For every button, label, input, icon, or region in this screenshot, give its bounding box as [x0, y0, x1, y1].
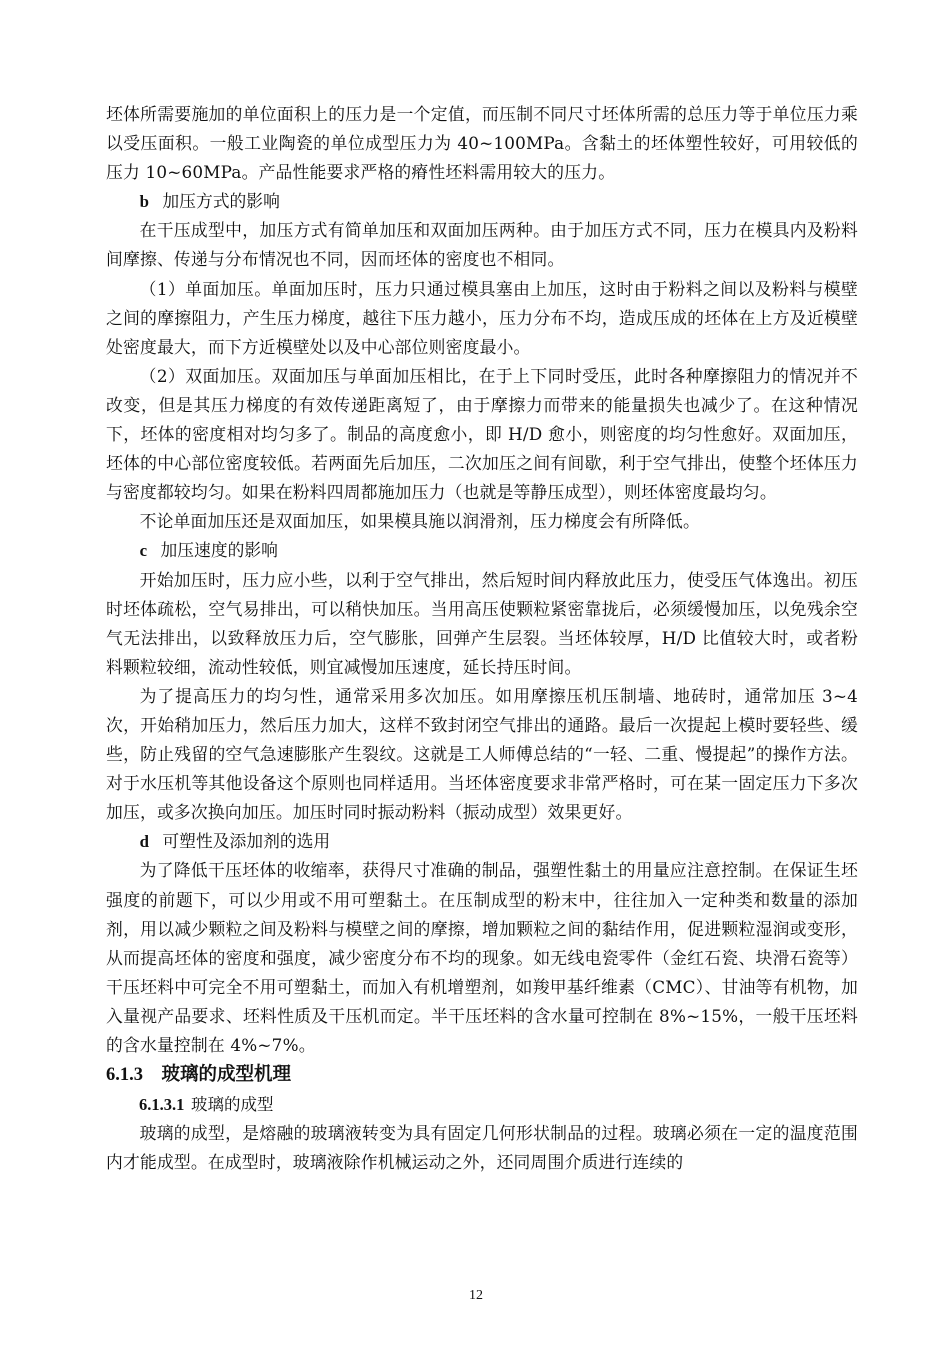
- subheading-c-marker: c: [139, 541, 148, 561]
- paragraph-lubricant: 不论单面加压还是双面加压，如果模具施以润滑剂，压力梯度会有所降低。: [139, 511, 700, 532]
- subheading-d-title: 可塑性及添加剂的选用: [162, 831, 331, 852]
- document-page: [106, 100, 858, 1177]
- paragraph-pressing-modes: 在干压成型中，加压方式有简单加压和双面加压两种。由于加压方式不同，压力在模具内及粉料间摩擦、传递与分布情况也不同，因而坯体的密度也不相同。: [106, 220, 858, 270]
- subheading-d-marker: d: [139, 832, 149, 852]
- paragraph-double-side-pressing: （2）双面加压。双面加压与单面加压相比，在于上下同时受压，此时各种摩擦阻力的情况并不改变，但是其压力梯度的有效传递距离短了，由于摩擦力而带来的能量损失也减少了。在这种情况下，坯体的密度相对均匀多了。制品的高度愈小，即 H/D 愈小，则密度的均匀性愈好。双面加压，坯体的中心部位密度较低。若两面先后加压，二次加压之间有间歇，利于空气排出，使整个坯体压力与密度都较均匀。如果在粉料四周都施加压力（也就是等静压成型），则坯体密度最均匀。: [106, 365, 858, 503]
- subheading-b: [106, 187, 858, 216]
- subheading-c: [106, 536, 858, 565]
- paragraph-pressing-speed: 开始加压时，压力应小些，以利于空气排出，然后短时间内释放此压力，使受压气体逸出。初压时坯体疏松，空气易排出，可以稍快加压。当用高压使颗粒紧密靠拢后，必须缓慢加压，以免残余空气无法排出，以致释放压力后，空气膨胀，回弹产生层裂。当坯体较厚，H/D 比值较大时，或者粉料颗粒较细，流动性较低，则宜减慢加压速度，延长持压时间。: [106, 569, 858, 677]
- subsection-title: 玻璃的成型: [190, 1095, 274, 1115]
- section-title: 玻璃的成型机理: [161, 1064, 292, 1086]
- section-heading-6-1-3: [106, 1060, 858, 1090]
- paragraph-unit-pressure: 坯体所需要施加的单位面积上的压力是一个定值，而压制不同尺寸坯体所需的总压力等于单位压力乘以受压面积。一般工业陶瓷的单位成型压力为 40~100MPa。含黏土的坯体塑性较好，可用较低的压力 10~60MPa。产品性能要求严格的瘠性坯料需用较大的压力。: [106, 104, 858, 183]
- page-number: 12: [469, 1288, 483, 1303]
- subsection-heading-6-1-3-1: [106, 1090, 858, 1119]
- paragraph-single-side-pressing: （1）单面加压。单面加压时，压力只通过模具塞由上加压，这时由于粉料之间以及粉料与模壁之间的摩擦阻力，产生压力梯度，越往下压力越小，压力分布不均，造成压成的坯体在上方及近模壁处密度最大，而下方近模壁处以及中心部位则密度最小。: [106, 278, 858, 357]
- paragraph-glass-forming: 玻璃的成型，是熔融的玻璃液转变为具有固定几何形状制品的过程。玻璃必须在一定的温度范围内才能成型。在成型时，玻璃液除作机械运动之外，还同周围介质进行连续的: [106, 1123, 858, 1173]
- subheading-b-title: 加压方式的影响: [162, 191, 280, 212]
- section-number: 6.1.3: [106, 1065, 143, 1086]
- paragraph-additives: 为了降低干压坯体的收缩率，获得尺寸准确的制品，强塑性黏土的用量应注意控制。在保证生坯强度的前题下，可以少用或不用可塑黏土。在压制成型的粉末中，往往加入一定种类和数量的添加剂，用以减少颗粒之间及粉料与模壁之间的摩擦，增加颗粒之间的黏结作用，促进颗粒湿润或变形，从而提高坯体的密度和强度，减少密度分布不均的现象。如无线电瓷零件（金红石瓷、块滑石瓷等）干压坯料中可完全不用可塑黏土，而加入有机增塑剂，如羧甲基纤维素（CMC）、甘油等有机物，加入量视产品要求、坯料性质及干压机而定。半干压坯料的含水量可控制在 8%~15%，一般干压坯料的含水量控制在 4%~7%。: [106, 860, 858, 1055]
- paragraph-multiple-pressing: 为了提高压力的均匀性，通常采用多次加压。如用摩擦压机压制墙、地砖时，通常加压 3~4 次，开始稍加压力，然后压力加大，这样不致封闭空气排出的通路。最后一次提起上模时要轻些、缓些，防止残留的空气急速膨胀产生裂纹。这就是工人师傅总结的“一轻、二重、慢提起”的操作方法。对于水压机等其他设备这个原则也同样适用。当坯体密度要求非常严格时，可在某一固定压力下多次加压，或多次换向加压。加压时同时振动粉料（振动成型）效果更好。: [106, 685, 858, 823]
- subsection-number: 6.1.3.1: [139, 1095, 185, 1115]
- subheading-d: [106, 827, 858, 856]
- subheading-c-title: 加压速度的影响: [160, 540, 278, 561]
- subheading-b-marker: b: [139, 192, 149, 212]
